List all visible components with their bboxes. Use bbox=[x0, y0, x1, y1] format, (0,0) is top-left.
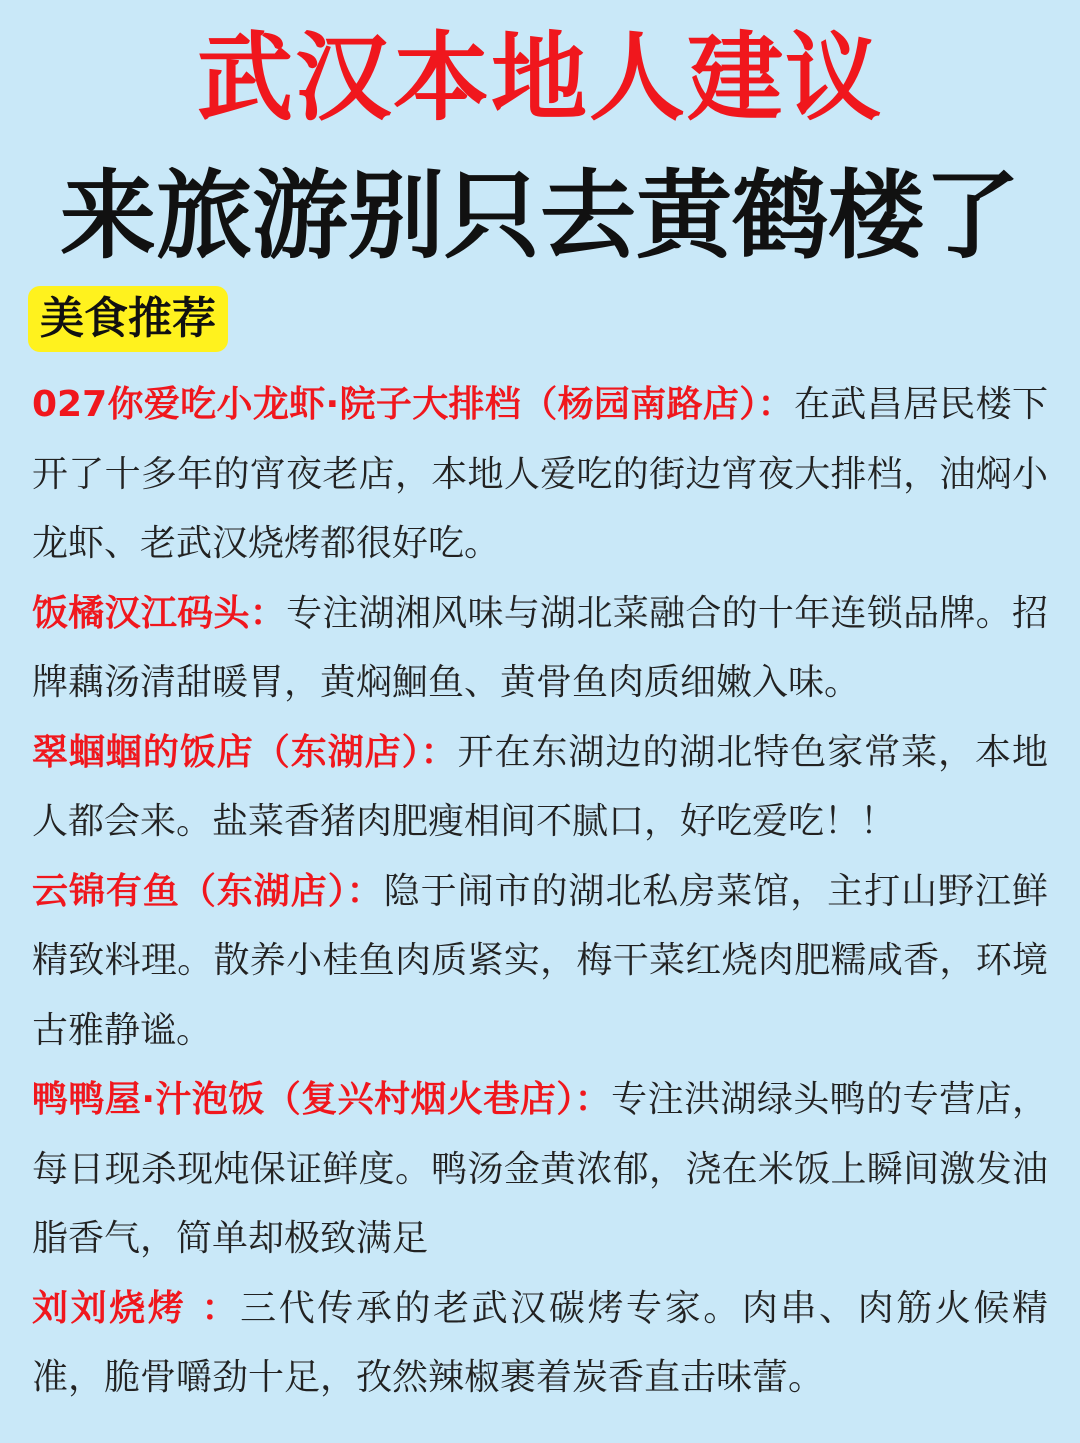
recommendation-item bbox=[32, 579, 1048, 718]
recommendation-item bbox=[32, 1274, 1048, 1413]
restaurant-name: 翠蝈蝈的饭店（东湖店）： bbox=[32, 731, 458, 773]
restaurant-name: 饭橘汉江码头： bbox=[32, 592, 287, 634]
recommendation-item bbox=[32, 370, 1048, 579]
restaurant-name: 刘刘烧烤 ： bbox=[32, 1287, 241, 1329]
restaurant-name: 鸭鸭屋·汁泡饭（复兴村烟火巷店）： bbox=[32, 1079, 612, 1120]
restaurant-name: 云锦有鱼（东湖店）： bbox=[32, 870, 384, 912]
section-badge: 美食推荐 bbox=[28, 286, 228, 352]
title-line-2: 来旅游别只去黄鹤楼了 bbox=[60, 160, 1020, 272]
restaurant-description: 开在东湖边的湖北特色家常菜，本地人都会来。盐菜香猪肉肥瘦相间不腻口，好吃爱吃！！ bbox=[32, 731, 1048, 842]
title-line-1: 武汉本地人建议 bbox=[197, 22, 883, 134]
restaurant-description: 专注洪湖绿头鸭的专营店，每日现杀现炖保证鲜度。鸭汤金黄浓郁，浇在米饭上瞬间激发油脂香气，简单却极致满足 bbox=[32, 1079, 1048, 1259]
recommendation-item bbox=[32, 857, 1048, 1066]
restaurant-description: 在武昌居民楼下开了十多年的宵夜老店，本地人爱吃的街边宵夜大排档，油焖小龙虾、老武汉烧烤都很好吃。 bbox=[32, 384, 1048, 564]
recommendation-list bbox=[32, 370, 1048, 1413]
restaurant-description: 隐于闹市的湖北私房菜馆，主打山野江鲜精致料理。散养小桂鱼肉质紧实，梅干菜红烧肉肥糯咸香，环境古雅静谧。 bbox=[32, 870, 1048, 1051]
recommendation-item bbox=[32, 718, 1048, 857]
restaurant-name: 027你爱吃小龙虾·院子大排档（杨园南路店）： bbox=[32, 384, 794, 425]
recommendation-item bbox=[32, 1065, 1048, 1274]
restaurant-description: 专注湖湘风味与湖北菜融合的十年连锁品牌。招牌藕汤清甜暖胃，黄焖鮰鱼、黄骨鱼肉质细嫩入味。 bbox=[32, 592, 1048, 703]
restaurant-description: 三代传承的老武汉碳烤专家。肉串、肉筋火候精准，脆骨嚼劲十足，孜然辣椒裹着炭香直击味蕾。 bbox=[32, 1287, 1048, 1398]
